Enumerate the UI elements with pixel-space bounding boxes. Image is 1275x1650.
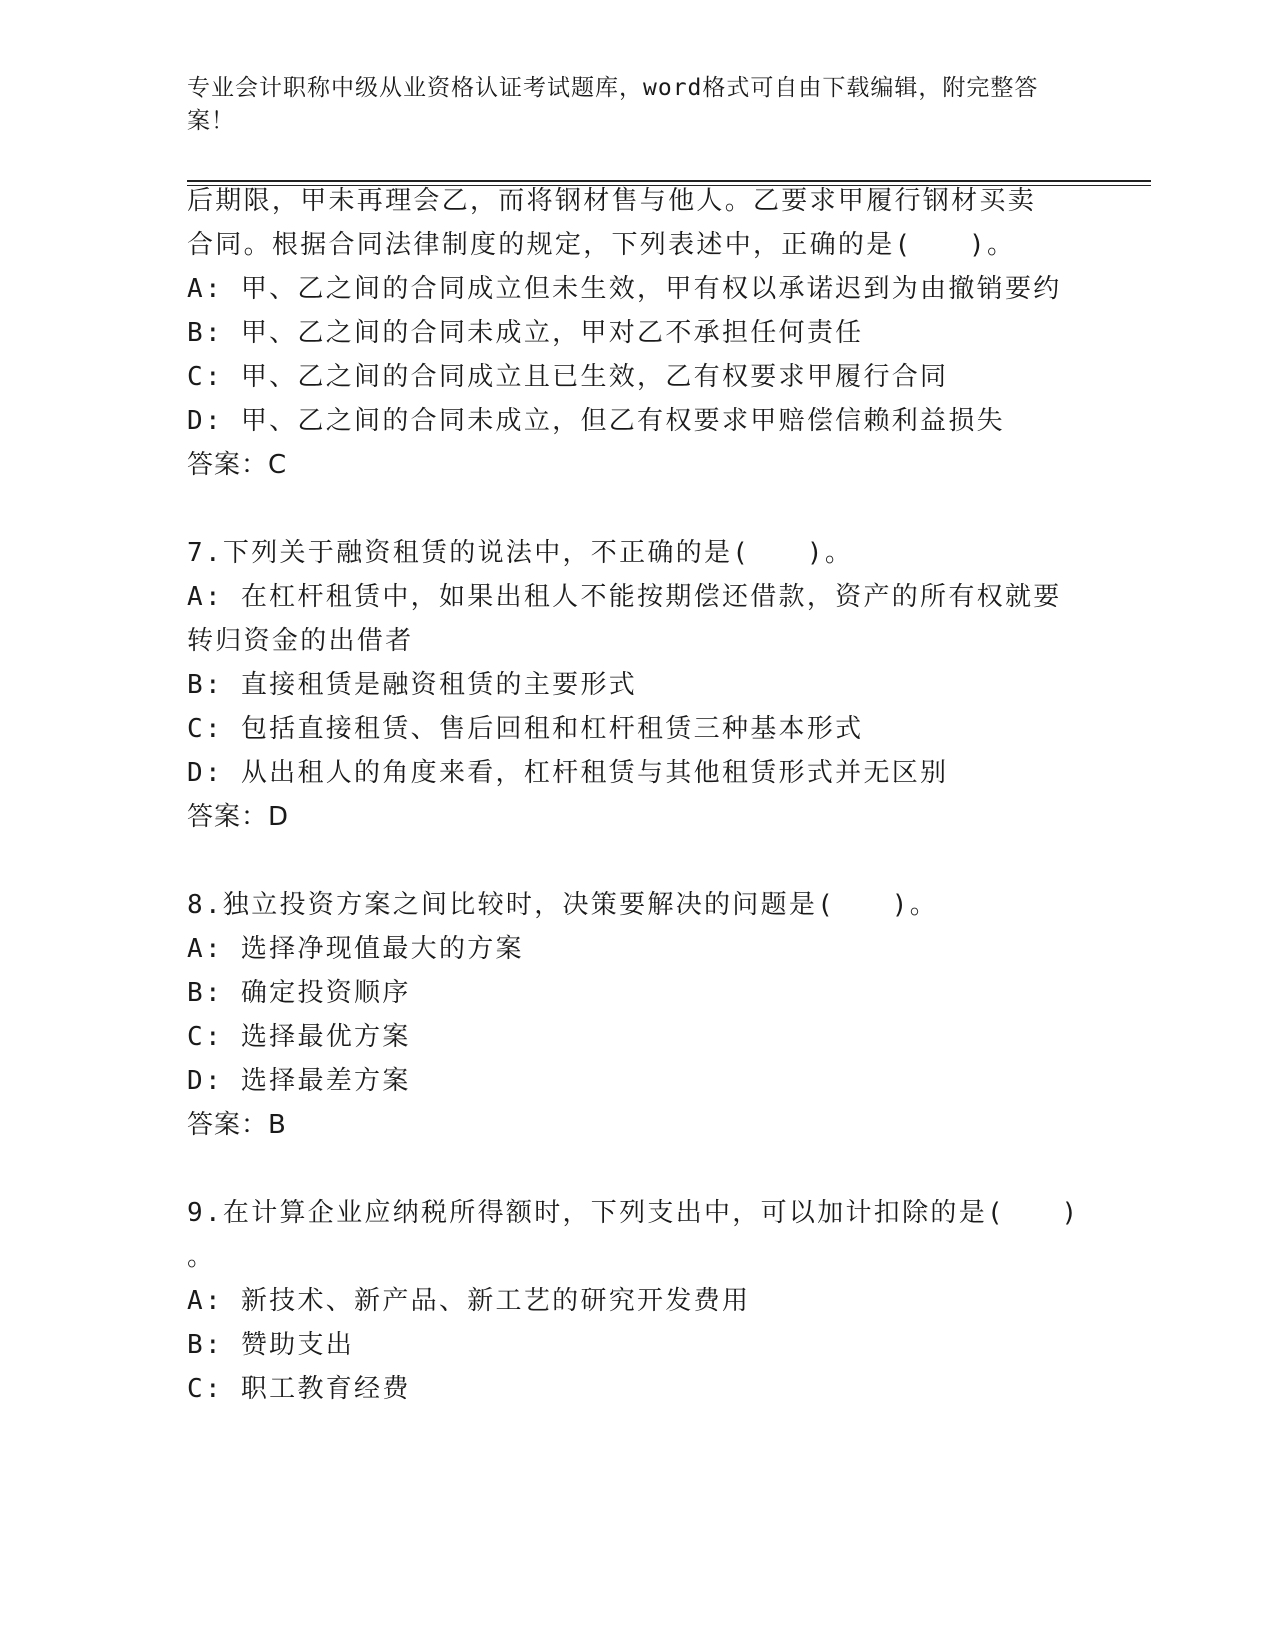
q7-option-d: D: 从出租人的角度来看，杠杆租赁与其他租赁形式并无区别	[187, 758, 949, 788]
q9-option-a: A: 新技术、新产品、新工艺的研究开发费用	[187, 1286, 751, 1316]
q9-stem-line-1: 9.在计算企业应纳税所得额时，下列支出中，可以加计扣除的是( )	[187, 1198, 1080, 1228]
document-header: 专业会计职称中级从业资格认证考试题库，word格式可自由下载编辑，附完整答案！	[187, 75, 1039, 134]
q9-option-b: B: 赞助支出	[187, 1330, 355, 1360]
q7-option-a-line-2: 转归资金的出借者	[187, 626, 414, 656]
q8-option-d: D: 选择最差方案	[187, 1066, 411, 1096]
q8-option-b: B: 确定投资顺序	[187, 978, 411, 1008]
q8-stem: 8.独立投资方案之间比较时，决策要解决的问题是( )。	[187, 890, 939, 920]
q7-answer: 答案：D	[187, 802, 290, 832]
q8-option-c: C: 选择最优方案	[187, 1022, 411, 1052]
q6-answer: 答案：C	[187, 450, 288, 480]
q9-option-c: C: 职工教育经费	[187, 1374, 411, 1404]
q7-option-b: B: 直接租赁是融资租赁的主要形式	[187, 670, 638, 700]
q8-answer: 答案：B	[187, 1110, 287, 1140]
q9-stem-line-2: 。	[187, 1242, 216, 1272]
q6-option-a: A: 甲、乙之间的合同成立但未生效，甲有权以承诺迟到为由撤销要约	[187, 274, 1062, 304]
header-rule-thick	[187, 180, 1151, 182]
q6-option-c: C: 甲、乙之间的合同成立且已生效，乙有权要求甲履行合同	[187, 362, 949, 392]
q6-option-d: D: 甲、乙之间的合同未成立，但乙有权要求甲赔偿信赖利益损失	[187, 406, 1005, 436]
q7-option-a-line-1: A: 在杠杆租赁中，如果出租人不能按期偿还借款，资产的所有权就要	[187, 582, 1062, 612]
q6-option-b: B: 甲、乙之间的合同未成立，甲对乙不承担任何责任	[187, 318, 864, 348]
q8-option-a: A: 选择净现值最大的方案	[187, 934, 524, 964]
q7-stem: 7.下列关于融资租赁的说法中，不正确的是( )。	[187, 538, 854, 568]
q6-stem-line-1: 后期限，甲未再理会乙，而将钢材售与他人。乙要求甲履行钢材买卖	[187, 186, 1037, 216]
q6-stem-line-2: 合同。根据合同法律制度的规定，下列表述中，正确的是( )。	[187, 230, 1016, 260]
q7-option-c: C: 包括直接租赁、售后回租和杠杆租赁三种基本形式	[187, 714, 864, 744]
